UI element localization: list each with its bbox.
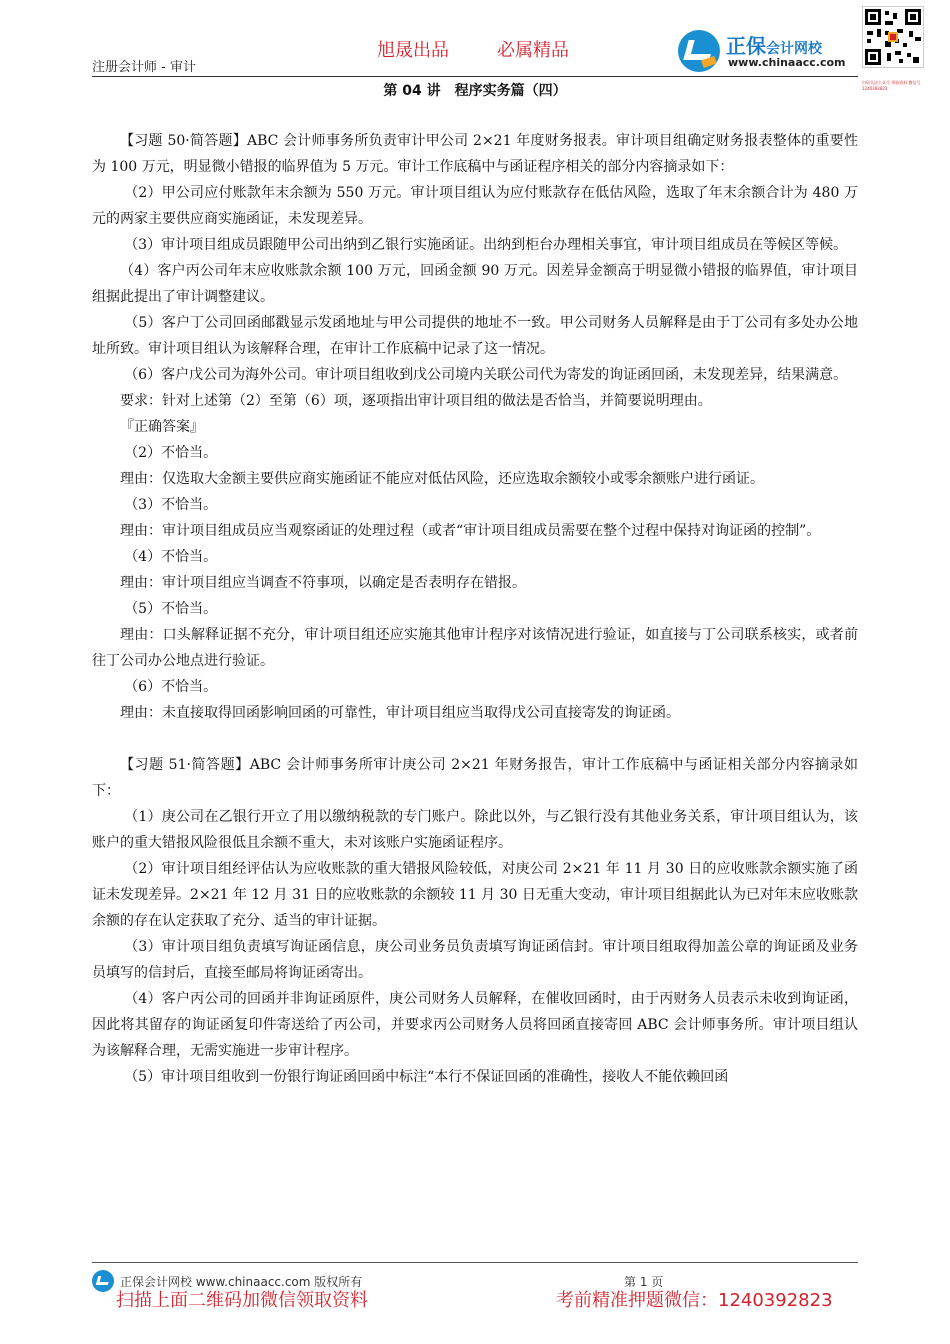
page-number: 第 1 页 — [624, 1275, 664, 1289]
paragraph: （5）审计项目组收到一份银行询证函回函中标注“本行不保证回函的准确性，接收人不能依赖回函 — [124, 1069, 729, 1085]
footer-copyright: 正保会计网校 www.chinaacc.com 版权所有 — [120, 1275, 363, 1289]
slogan-left: 旭晟出品 — [377, 40, 449, 61]
footer-logo-icon — [92, 1270, 114, 1292]
paragraph: 理由：审计项目组应当调查不符事项，以确定是否表明存在错报。 — [120, 575, 526, 591]
chinaacc-logo[interactable] — [678, 28, 856, 74]
qr-note: 扫码关注公众号 领取资料 微信号 1240392823 — [862, 80, 921, 91]
paragraph: 理由：审计项目组成员应当观察函证的处理过程（或者“审计项目组成员需要在整个过程中保持对询证函的控制”。 — [120, 523, 821, 539]
paragraph: （4）客户丙公司年末应收账款余额 100 万元，回函金额 90 万元。因差异金额高于明显微小错报的临界值，审计项目组据此提出了审计调整建议。 — [92, 263, 858, 305]
qr-code-icon — [862, 6, 924, 68]
promo-left: 扫描上面二维码加微信领取资料 — [116, 1290, 368, 1311]
header-divider — [92, 76, 858, 77]
logo-url: www.chinaacc.com — [728, 56, 846, 69]
paragraph: 要求：针对上述第（2）至第（6）项，逐项指出审计项目组的做法是否恰当，并简要说明理由。 — [120, 393, 712, 409]
logo-mark-icon — [678, 30, 720, 72]
course-label: 注册会计师 - 审计 — [92, 60, 196, 75]
paragraph: （5）客户丁公司回函邮戳显示发函地址与甲公司提供的地址不一致。甲公司财务人员解释是由于丁公司有多处办公地址所致。审计项目组认为该解释合理，在审计工作底稿中记录了这一情况。 — [92, 315, 858, 357]
paragraph: （4）客户丙公司的回函并非询证函原件，庚公司财务人员解释，在催收回函时，由于丙财务人员表示未收到询证函，因此将其留存的询证函复印件寄送给了丙公司，并要求丙公司财务人员将回函直接寄回 ABC 会计师事务所。审计项目组认为该解释合理，无需实施进一步审计程序。 — [92, 991, 858, 1059]
paragraph: （3）审计项目组成员跟随甲公司出纳到乙银行实施函证。出纳到柜台办理相关事宜，审计项目组成员在等候区等候。 — [124, 237, 848, 253]
paragraph: （6）不恰当。 — [124, 679, 218, 695]
footer-divider — [92, 1262, 858, 1263]
paragraph: （5）不恰当。 — [124, 601, 218, 617]
lecture-title: 第 04 讲 程序实务篇（四） — [383, 83, 567, 99]
paragraph: （4）不恰当。 — [124, 549, 218, 565]
paragraph: （3）不恰当。 — [124, 497, 218, 513]
paragraph: 『正确答案』 — [120, 419, 204, 435]
paragraph: （2）审计项目组经评估认为应收账款的重大错报风险较低，对庚公司 2×21 年 11 月 30 日的应收账款余额实施了函证未发现差异。2×21 年 12 月 31 日的应收账款的余额较 11 月 30 日无重大变动，审计项目组据此认为已对年末应收账款余额的存在认定获取了充分、适当的审计证据。 — [92, 861, 858, 929]
paragraph: （6）客户戊公司为海外公司。审计项目组收到戊公司境内关联公司代为寄发的询证函回函，未发现差异，结果满意。 — [124, 367, 848, 383]
paragraph: （2）甲公司应付账款年末余额为 550 万元。审计项目组认为应付账款存在低估风险，选取了年末余额合计为 480 万元的两家主要供应商实施函证，未发现差异。 — [92, 185, 858, 227]
paragraph: （3）审计项目组负责填写询证函信息，庚公司业务员负责填写询证函信封。审计项目组取得加盖公章的询证函及业务员填写的信封后，直接至邮局将询证函寄出。 — [92, 939, 858, 981]
promo-right: 考前精准押题微信：1240392823 — [556, 1290, 833, 1311]
document-body — [92, 128, 858, 1090]
slogan-right: 必属精品 — [497, 40, 569, 61]
paragraph: 理由：口头解释证据不充分，审计项目组还应实施其他审计程序对该情况进行验证，如直接与丁公司联系核实，或者前往丁公司办公地点进行验证。 — [92, 627, 858, 669]
paragraph: 理由：仅选取大金额主要供应商实施函证不能应对低估风险，还应选取余额较小或零余额账户进行函证。 — [120, 471, 764, 487]
paragraph: （1）庚公司在乙银行开立了用以缴纳税款的专门账户。除此以外，与乙银行没有其他业务关系，审计项目组认为，该账户的重大错报风险很低且余额不重大，未对该账户实施函证程序。 — [92, 809, 858, 851]
paragraph: 理由：未直接取得回函影响回函的可靠性，审计项目组应当取得戊公司直接寄发的询证函。 — [120, 705, 680, 721]
paragraph: 【习题 51·简答题】ABC 会计师事务所审计庚公司 2×21 年财务报告，审计工作底稿中与函证相关部分内容摘录如下： — [92, 757, 858, 799]
logo-name: 正保会计网校 — [726, 34, 822, 58]
paragraph: （2）不恰当。 — [124, 445, 218, 461]
paragraph: 【习题 50·简答题】ABC 会计师事务所负责审计甲公司 2×21 年度财务报表。审计项目组确定财务报表整体的重要性为 100 万元，明显微小错报的临界值为 5 万元。审计工作底稿中与函证程序相关的部分内容摘录如下： — [92, 133, 858, 175]
